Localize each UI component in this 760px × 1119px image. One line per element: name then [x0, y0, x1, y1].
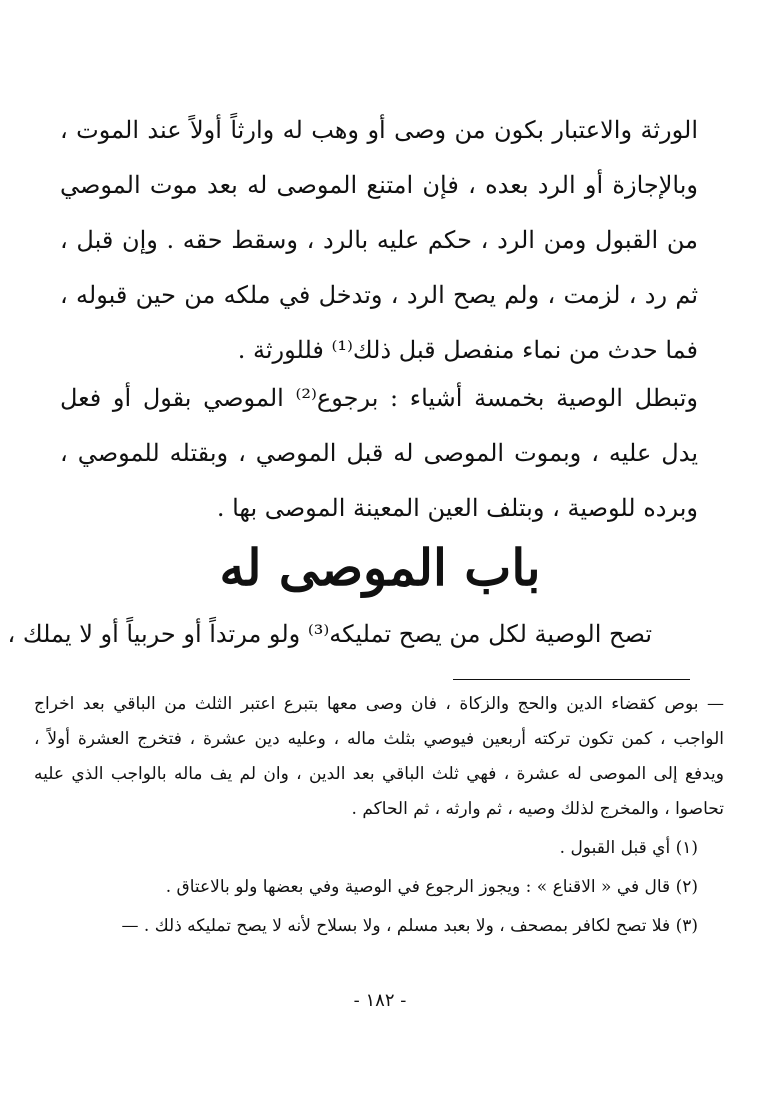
footnote-1: (١) أي قبل القبول . — [559, 838, 698, 858]
chapter-title: باب الموصى له — [219, 538, 541, 597]
body-paragraph-2: وتبطل الوصية بخمسة أشياء : برجوع⁽²⁾ الموصي بقول أو فعل يدل عليه ، وبموت الموصى له قبل الموصي ، وبقتله للموصي ، وبرده للوصية ، وبتلف العين المعينة الموصى بها . — [60, 384, 699, 522]
footnote-divider — [453, 679, 690, 680]
body-paragraph-3: تصح الوصية لكل من يصح تمليكه⁽³⁾ ولو مرتداً أو حربياً أو لا يملك ، — [7, 620, 652, 648]
body-paragraph-1: الورثة والاعتبار بكون من وصى أو وهب له وارثاً أولاً عند الموت ، وبالإجازة أو الرد بعده ، فإن امتنع الموصى له بعد موت الموصي من القبول ومن الرد ، حكم عليه بالرد ، وسقط حقه . وإن قبل ، ثم رد ، لزمت ، ولم يصح الرد ، وتدخل في ملكه من حين قبوله ، فما حدث من نماء منفصل قبل ذلك⁽¹⁾ فللورثة . — [60, 116, 698, 364]
footnotes-section — [34, 687, 724, 944]
page-number: - ١٨٢ - — [353, 990, 407, 1011]
footnote-3: (٣) فلا تصح لكافر بمصحف ، ولا بعبد مسلم ، ولا بسلاح لأنه لا يصح تمليكه ذلك . — — [121, 916, 698, 936]
footnote-continuation: — بوص كقضاء الدين والحج والزكاة ، فان وصى معها بتبرع اعتبر الثلث من الباقي بعد اخراج الواجب ، كمن تكون تركته أربعين فيوصي بثلث ماله ، وعليه دين عشرة ، فتخرج العشرة أولاً ، ويدفع إلى الموصى له عشرة ، فهي ثلث الباقي بعد الدين ، وان لم يف ماله بالواجب الذي عليه تحاصوا ، والمخرج لذلك وصيه ، ثم وارثه ، ثم الحاكم . — [34, 694, 724, 819]
footnote-2: (٢) قال في « الاقناع » : ويجوز الرجوع في الوصية وفي بعضها ولو بالاعتاق . — [165, 877, 698, 897]
